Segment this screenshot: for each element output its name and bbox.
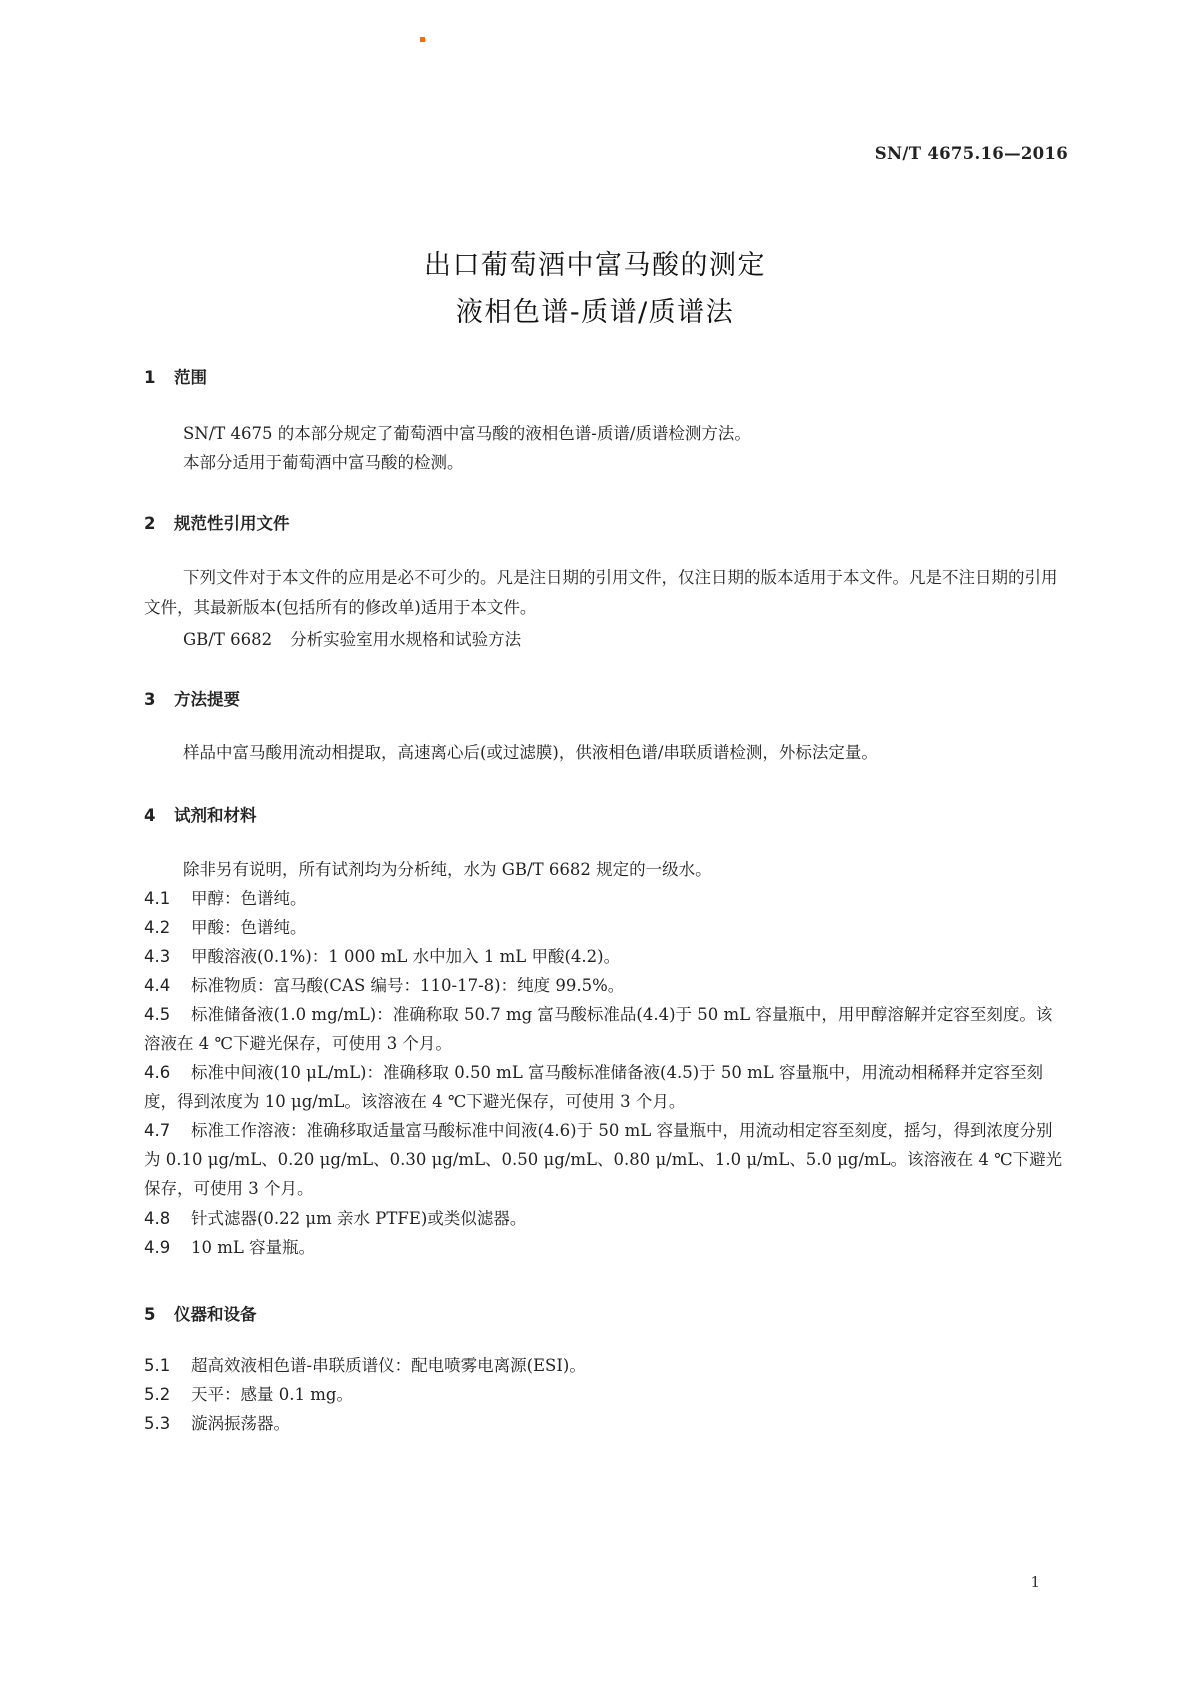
- reference-title: 分析实验室用水规格和试验方法: [290, 630, 522, 649]
- item-text: 天平：感量 0.1 mg。: [191, 1385, 353, 1404]
- section-number: 4: [144, 806, 156, 825]
- orange-mark: [420, 37, 425, 42]
- section-title: 试剂和材料: [174, 806, 257, 825]
- section-3-paragraph-1: 样品中富马酸用流动相提取，高速离心后(或过滤膜)，供液相色谱/串联质谱检测，外标法定量。: [183, 743, 878, 762]
- item-number: 4.8: [144, 1209, 171, 1228]
- item-text: 甲酸：色谱纯。: [191, 918, 307, 937]
- section-title: 方法提要: [174, 690, 240, 709]
- item-text: 甲酸溶液(0.1%)：1 000 mL 水中加入 1 mL 甲酸(4.2)。: [191, 947, 621, 966]
- list-item: [144, 1233, 1068, 1262]
- item-number: 4.2: [144, 918, 171, 937]
- list-item: [144, 1000, 1068, 1058]
- page-number: 1: [1030, 1573, 1040, 1591]
- item-text: 10 mL 容量瓶。: [191, 1238, 316, 1257]
- section-1-heading: [144, 364, 207, 388]
- item-text: 针式滤器(0.22 μm 亲水 PTFE)或类似滤器。: [191, 1209, 527, 1228]
- section-3-heading: [144, 686, 240, 710]
- list-item: [144, 1116, 1068, 1203]
- item-text: 甲醇：色谱纯。: [191, 889, 307, 908]
- list-item: [144, 1409, 1068, 1438]
- item-text: 漩涡振荡器。: [191, 1414, 290, 1433]
- item-text: 标准物质：富马酸(CAS 编号：110-17-8)：纯度 99.5%。: [191, 976, 625, 995]
- item-number: 4.1: [144, 889, 171, 908]
- list-item: [144, 1204, 1068, 1233]
- section-1-paragraph-2: 本部分适用于葡萄酒中富马酸的检测。: [183, 453, 464, 472]
- list-item: [144, 1380, 1068, 1409]
- document-title-line2: 液相色谱-质谱/质谱法: [455, 297, 735, 328]
- section-title: 范围: [174, 368, 207, 387]
- item-number: 5.2: [144, 1385, 171, 1404]
- section-title: 仪器和设备: [174, 1305, 257, 1324]
- normative-reference: [183, 626, 521, 650]
- item-number: 4.3: [144, 947, 171, 966]
- section-number: 5: [144, 1305, 156, 1324]
- section-1-paragraph-1: SN/T 4675 的本部分规定了葡萄酒中富马酸的液相色谱-质谱/质谱检测方法。: [183, 424, 751, 443]
- list-item: [144, 971, 1068, 1000]
- item-text: 标准工作溶液：准确移取适量富马酸标准中间液(4.6)于 50 mL 容量瓶中，用流动相定容至刻度，摇匀，得到浓度分别为 0.10 μg/mL、0.20 μg/mL、0.30 μg/mL、0.50 μg/mL、0.80 μ/mL、1.0 μ/mL、5.0 μg/mL。该溶液在 4 ℃下避光保存，可使用 3 个月。: [144, 1121, 1063, 1198]
- reference-code: GB/T 6682: [183, 630, 273, 649]
- section-2-paragraph-1: 下列文件对于本文件的应用是必不可少的。凡是注日期的引用文件，仅注日期的版本适用于本文件。凡是不注日期的引用文件，其最新版本(包括所有的修改单)适用于本文件。: [144, 568, 1058, 617]
- section-5-heading: [144, 1301, 257, 1325]
- section-number: 3: [144, 690, 156, 709]
- list-item: [144, 1058, 1068, 1116]
- section-number: 1: [144, 368, 156, 387]
- document-title-line1: 出口葡萄酒中富马酸的测定: [424, 250, 766, 281]
- item-number: 4.7: [144, 1121, 171, 1140]
- item-number: 5.1: [144, 1356, 171, 1375]
- list-item: [144, 1351, 1068, 1380]
- item-number: 5.3: [144, 1414, 171, 1433]
- section-2-heading: [144, 510, 290, 534]
- list-item: [144, 942, 1068, 971]
- item-number: 4.6: [144, 1063, 171, 1082]
- item-number: 4.5: [144, 1005, 171, 1024]
- section-4-intro: 除非另有说明，所有试剂均为分析纯，水为 GB/T 6682 规定的一级水。: [183, 860, 712, 879]
- list-item: [144, 884, 1068, 913]
- item-number: 4.9: [144, 1238, 171, 1257]
- item-number: 4.4: [144, 976, 171, 995]
- item-text: 标准储备液(1.0 mg/mL)：准确称取 50.7 mg 富马酸标准品(4.4)于 50 mL 容量瓶中，用甲醇溶解并定容至刻度。该溶液在 4 ℃下避光保存，可使用 3 个月。: [144, 1005, 1053, 1053]
- list-item: [144, 913, 1068, 942]
- item-text: 超高效液相色谱-串联质谱仪：配电喷雾电离源(ESI)。: [191, 1356, 586, 1375]
- item-text: 标准中间液(10 μL/mL)：准确移取 0.50 mL 富马酸标准储备液(4.5)于 50 mL 容量瓶中，用流动相稀释并定容至刻度，得到浓度为 10 μg/mL。该溶液在 4 ℃下避光保存，可使用 3 个月。: [144, 1063, 1043, 1111]
- section-number: 2: [144, 514, 156, 533]
- section-title: 规范性引用文件: [174, 514, 290, 533]
- section-4-heading: [144, 802, 257, 826]
- standard-code: SN/T 4675.16—2016: [874, 144, 1068, 163]
